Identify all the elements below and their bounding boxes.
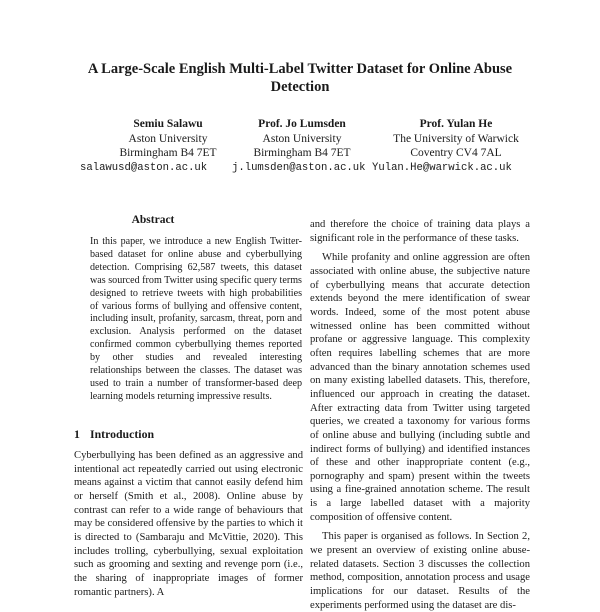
author-affiliation: Aston University — [262, 132, 342, 145]
abstract-text: In this paper, we introduce a new English Twitter-based dataset for online abuse and cyberbullying detection. Comprising 62,587 tweets, this dataset was sourced from Twitter using specific query terms designed to retrieve tweets with high probabilities of various forms of bullying and offensive content, including insult, profanity, sarcasm, threat, porn and exclusion. Analysis performed on the dataset confirmed common cyberbullying themes reported by other studies and revealed interesting relationships between the classes. The dataset was used to train a number of transformer-based deep learning models returning impressive results. — [90, 236, 302, 402]
author-name: Prof. Jo Lumsden — [258, 118, 346, 130]
abstract-body — [90, 236, 302, 404]
author-affiliation: The University of Warwick — [393, 132, 519, 145]
author-name: Prof. Yulan He — [419, 118, 493, 130]
author-block-2 — [232, 117, 372, 161]
continued-paragraph: and therefore the choice of training data plays a significant role in the performance of these tasks. — [310, 219, 530, 244]
paper-title: A Large-Scale English Multi-Label Twitter Dataset for Online Abuse Detection — [87, 61, 513, 95]
author-block-1 — [108, 117, 228, 161]
author-email-3: Yulan.He@warwick.ac.uk — [372, 162, 512, 174]
body-paragraph: This paper is organised as follows. In Section 2, we present an overview of existing online abuse-related datasets. Section 3 discusses the collection method, composition, annotation process and usage implications for our dataset. Results of the experiments performed using the dataset are dis- — [310, 531, 530, 611]
author-email-1: salawusd@aston.ac.uk — [80, 162, 208, 174]
author-affiliation: Aston University — [128, 132, 208, 145]
author-address: Birmingham B4 7ET — [253, 147, 351, 159]
author-name: Semiu Salawu — [133, 118, 203, 130]
left-column-body — [74, 449, 303, 599]
right-column-body — [310, 218, 530, 612]
author-block-3 — [376, 117, 536, 161]
body-paragraph: While profanity and online aggression are often associated with online abuse, the subjective nature of cyberbullying means that accurate detection extends beyond the mere identification of swear words. Indeed, some of the most potent abuse witnessed online has been committed without profane or aggressive language. This complexity often requires labelling schemes that are more advanced than the binary annotation schemes used on many existing labelled datasets. This, therefore, influenced our approach in creating the dataset. After extracting data from Twitter using targeted queries, we created a taxonomy for various forms of online abuse and bullying (including subtle and indirect forms of bullying) and identified instances of these and other inappropriate content (e.g., pornography and spam) present within the tweets using a fine-grained annotation scheme. The result is a large labelled dataset with a majority composition of offensive content. — [310, 252, 530, 523]
author-email-2: j.lumsden@aston.ac.uk — [232, 162, 366, 174]
intro-paragraph: Cyberbullying has been defined as an aggressive and intentional act repeatedly carried out using electronic means against a victim that cannot easily defend him or herself (Smith et al., 2008). Online abuse by contrast can refer to a wide range of behaviours that may be considered offensive by the parties to which it is directed to (Sambaraju and McVittie, 2020). This includes trolling, cyberbullying, sexual exploitation such as grooming and sexting and revenge porn (i.e., the sharing of inappropriate images of former romantic partners). A — [74, 450, 303, 598]
author-address: Birmingham B4 7ET — [119, 147, 217, 159]
abstract-heading: Abstract — [131, 214, 175, 226]
section-title: Introduction — [90, 427, 155, 441]
section-heading — [74, 427, 154, 442]
section-number: 1 — [74, 427, 80, 441]
author-address: Coventry CV4 7AL — [410, 147, 502, 159]
